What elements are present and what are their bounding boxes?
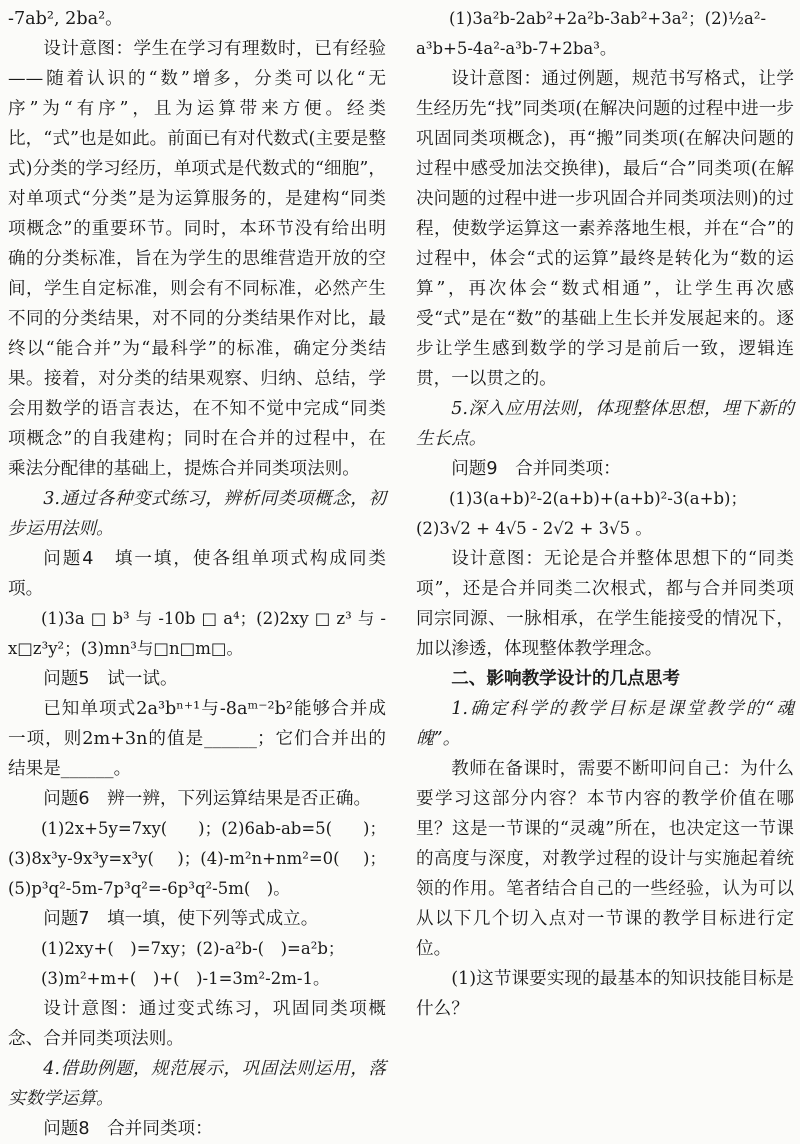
right-problem-heading-3: 问题9 合并同类项：: [451, 459, 621, 479]
left-problem-heading-7: 问题6 辨一辨，下列运算结果是否正确。: [43, 789, 372, 809]
left-column: [8, 4, 386, 1144]
left-formula-line-8: (1)2x+5y=7xy( )；(2)6ab-ab=5( )；(3)8x³y-9x³y=x³y( )；(4)-m²n+nm²=0( )；(5)p³q²-5m-7p³q²=-6p³q²-5m( )。: [8, 819, 386, 898]
left-paragraph-0: -7ab², 2ba²。: [8, 9, 123, 29]
right-column: [416, 4, 794, 1024]
right-paragraph-8: 教师在备课时，需要不断叩问自己：为什么要学习这部分内容？本节内容的教学价值在哪里？这是一节课的“灵魂”所在，也决定这一节课的高度与深度，对教学过程的设计与实施起着统领的作用。笔者结合自己的一些经验，认为可以从以下几个切入点对一节课的教学目标进行定位。: [416, 759, 794, 959]
left-problem-heading-3: 问题4 填一填，使各组单项式构成同类项。: [8, 549, 386, 599]
left-subsection-heading-2: 3.通过各种变式练习，辨析同类项概念，初步运用法则。: [8, 489, 386, 539]
right-subsection-heading-2: 5.深入应用法则，体现整体思想，埋下新的生长点。: [416, 399, 794, 449]
left-paragraph-6: 已知单项式2a³bⁿ⁺¹与-8aᵐ⁻²b²能够合并成一项，则2m+3n的值是______；它们合并出的结果是______。: [8, 699, 386, 779]
left-formula-line-10: (1)2xy+( )=7xy；(2)-a²b-( )=a²b；: [41, 939, 345, 958]
right-paragraph-1: 设计意图：通过例题，规范书写格式，让学生经历先“找”同类项(在解决问题的过程中进一步巩固同类项概念)，再“搬”同类项(在解决问题的过程中感受加法交换律)，最后“合”同类项(在解决问题的过程中进一步巩固合并同类项法则)的过程，使数学运算这一素养落地生根，并在“合”的过程中，体会“式的运算”最终是转化为“数的运算”，再次体会“数式相通”，让学生再次感受“式”是在“数”的基础上生长并发展起来的。逐步让学生感到数学的学习是前后一致，逻辑连贯，一以贯之的。: [416, 69, 794, 389]
left-subsection-heading-13: 4.借助例题，规范展示，巩固法则运用，落实数学运算。: [8, 1059, 386, 1109]
right-formula-line-4: (1)3(a+b)²-2(a+b)+(a+b)²-3(a+b)；(2)3√2 + 4√5 - 2√2 + 3√5 。: [416, 489, 747, 538]
left-formula-line-11: (3)m²+m+( )+( )-1=3m²-2m-1。: [41, 969, 330, 988]
right-paragraph-5: 设计意图：无论是合并整体思想下的“同类项”，还是合并同类二次根式，都与合并同类项同宗同源、一脉相承，在学生能接受的情况下，加以渗透，体现整体教学理念。: [416, 549, 794, 659]
left-problem-heading-14: 问题8 合并同类项：: [43, 1119, 213, 1139]
left-problem-heading-9: 问题7 填一填，使下列等式成立。: [43, 909, 319, 929]
right-paragraph-9: (1)这节课要实现的最基本的知识技能目标是什么？: [416, 969, 794, 1019]
right-subsection-heading-7: 1.确定科学的教学目标是课堂教学的“魂魄”。: [416, 699, 794, 749]
right-formula-line-0: (1)3a²b-2ab²+2a²b-3ab²+3a²；(2)½a²-a³b+5-4a²-a³b-7+2ba³。: [416, 9, 767, 58]
left-formula-line-4: (1)3a□b³与-10b□a⁴；(2)2xy□z³与-x□z³y²；(3)mn³与□n□m□。: [8, 609, 386, 658]
left-paragraph-12: 设计意图：通过变式练习，巩固同类项概念、合并同类项法则。: [8, 999, 386, 1049]
right-section-heading-6: 二、影响教学设计的几点思考: [451, 669, 680, 689]
left-problem-heading-5: 问题5 试一试。: [43, 669, 178, 689]
left-paragraph-1: 设计意图：学生在学习有理数时，已有经验——随着认识的“数”增多，分类可以化“无序”为“有序”，且为运算带来方便。经类比，“式”也是如此。前面已有对代数式(主要是整式)分类的学习经历，单项式是代数式的“细胞”，对单项式“分类”是为运算服务的，是建构“同类项概念”的重要环节。同时，本环节没有给出明确的分类标准，旨在为学生的思维营造开放的空间，学生自定标准，则会有不同标准，必然产生不同的分类结果，对不同的分类结果作对比，最终以“能合并”为“最科学”的标准，确定分类结果。接着，对分类的结果观察、归纳、总结，学会用数学的语言表达，在不知不觉中完成“同类项概念”的自我建构；同时在合并的过程中，在乘法分配律的基础上，提炼合并同类项法则。: [8, 39, 386, 479]
